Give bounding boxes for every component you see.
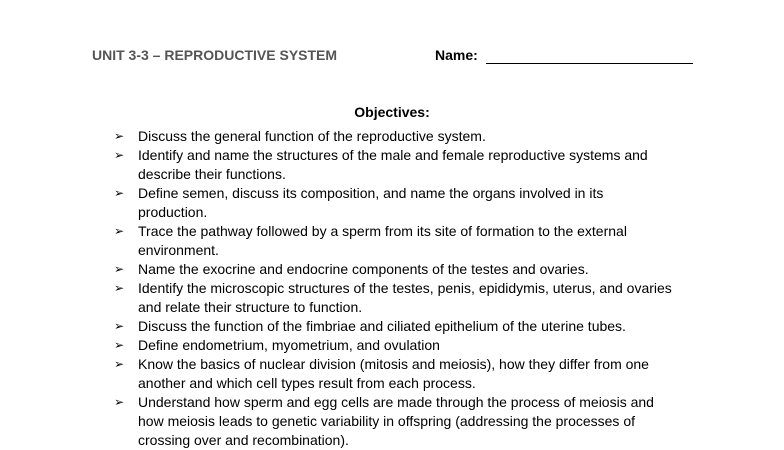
- list-item: [114, 260, 674, 279]
- arrowhead-bullet-icon: ➢: [114, 224, 125, 238]
- arrowhead-bullet-icon: ➢: [114, 186, 125, 200]
- objectives-list: [114, 127, 674, 450]
- list-item: [114, 279, 674, 317]
- objective-text: Understand how sperm and egg cells are made through the process of meiosis and how meiosis leads to genetic variability in offspring (addressing the processes of crossing over and recombination).: [138, 394, 654, 448]
- objective-text: Know the basics of nuclear division (mitosis and meiosis), how they differ from one another and which cell types result from each process.: [138, 356, 649, 391]
- arrowhead-bullet-icon: ➢: [114, 129, 125, 143]
- list-item: [114, 127, 674, 146]
- arrowhead-bullet-icon: ➢: [114, 281, 125, 295]
- list-item: [114, 317, 674, 336]
- objective-text: Discuss the function of the fimbriae and ciliated epithelium of the uterine tubes.: [138, 318, 626, 334]
- arrowhead-bullet-icon: ➢: [114, 262, 125, 276]
- objective-text: Define semen, discuss its composition, and name the organs involved in its production.: [138, 185, 604, 220]
- objective-text: Name the exocrine and endocrine components of the testes and ovaries.: [138, 261, 589, 277]
- unit-title: UNIT 3-3 – REPRODUCTIVE SYSTEM: [92, 47, 338, 63]
- arrowhead-bullet-icon: ➢: [114, 338, 125, 352]
- list-item: [114, 146, 674, 184]
- list-item: [114, 222, 674, 260]
- name-label: Name:: [435, 47, 478, 63]
- name-blank-line[interactable]: [486, 63, 693, 64]
- list-item: [114, 355, 674, 393]
- arrowhead-bullet-icon: ➢: [114, 319, 125, 333]
- arrowhead-bullet-icon: ➢: [114, 395, 125, 409]
- objective-text: Define endometrium, myometrium, and ovulation: [138, 337, 440, 353]
- arrowhead-bullet-icon: ➢: [114, 148, 125, 162]
- list-item: [114, 393, 674, 450]
- objectives-heading: Objectives:: [354, 104, 430, 120]
- objective-text: Identify the microscopic structures of the testes, penis, epididymis, uterus, and ovaries and relate their structure to function.: [138, 280, 672, 315]
- list-item: [114, 336, 674, 355]
- objective-text: Identify and name the structures of the male and female reproductive systems and describe their functions.: [138, 147, 648, 182]
- list-item: [114, 184, 674, 222]
- objective-text: Discuss the general function of the reproductive system.: [138, 128, 486, 144]
- objective-text: Trace the pathway followed by a sperm from its site of formation to the external environment.: [138, 223, 627, 258]
- arrowhead-bullet-icon: ➢: [114, 357, 125, 371]
